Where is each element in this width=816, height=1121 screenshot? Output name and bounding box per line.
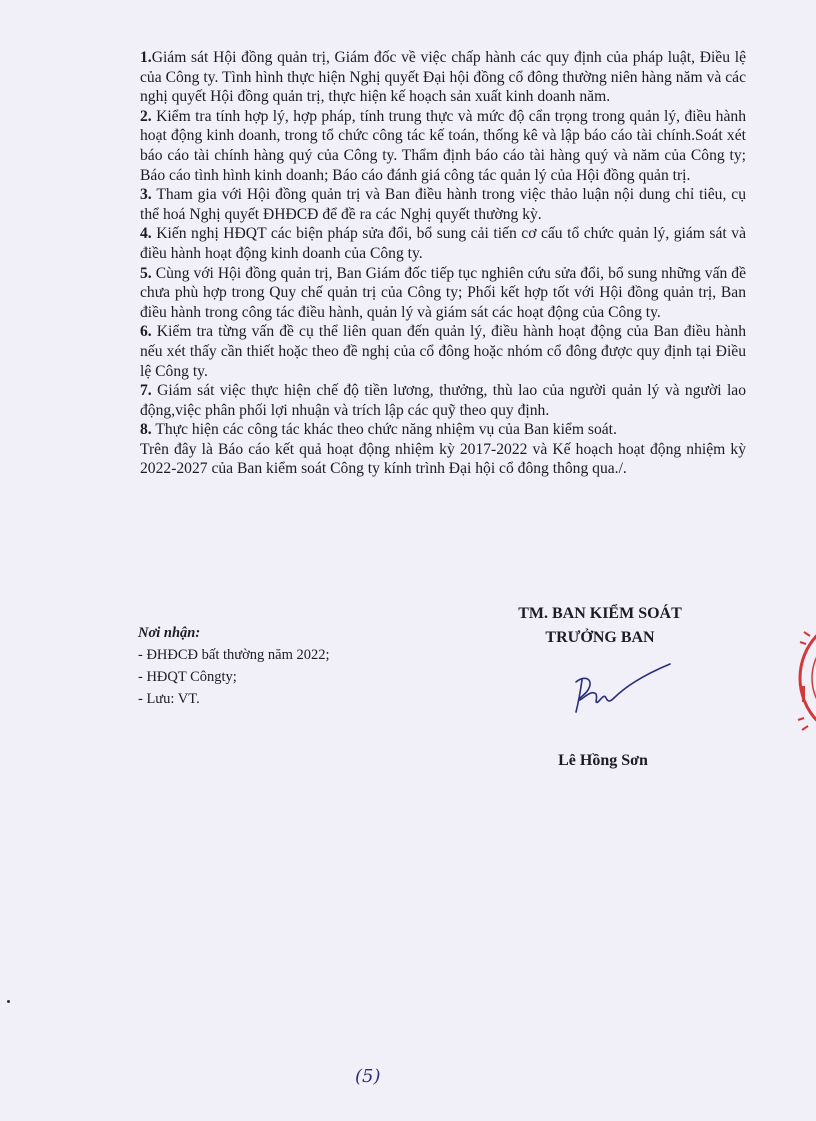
paragraph-7: 7. Giám sát việc thực hiện chế độ tiền lương, thưởng, thù lao của người quản lý và người lao động,việc phân phối lợi nhuận và trích lập các quỹ theo quy định. <box>140 382 746 419</box>
recipient-item: - Lưu: VT. <box>138 691 200 707</box>
signature-role: TRƯỞNG BAN <box>545 629 655 646</box>
recipient-item: - ĐHĐCĐ bất thường năm 2022; <box>138 647 330 663</box>
signature-block <box>470 602 730 650</box>
report-body <box>140 48 746 479</box>
handwritten-signature <box>570 660 680 720</box>
paragraph-3: 3. Tham gia với Hội đồng quản trị và Ban điều hành trong việc thảo luận nội dung chỉ tiêu, cụ thể hoá Nghị quyết ĐHĐCĐ để đề ra các Nghị quyết thường kỳ. <box>140 186 746 223</box>
paragraph-4: 4. Kiến nghị HĐQT các biện pháp sửa đổi, bổ sung cải tiến cơ cấu tổ chức quản lý, giám sát và điều hành hoạt động kinh doanh của Công ty. <box>140 225 746 262</box>
signer-name: Lê Hồng Sơn <box>558 752 648 769</box>
signature-title: TM. BAN KIỂM SOÁT <box>518 605 682 622</box>
company-seal <box>790 608 816 748</box>
closing-paragraph: Trên đây là Báo cáo kết quả hoạt động nhiệm kỳ 2017-2022 và Kế hoạch hoạt động nhiệm kỳ 2022-2027 của Ban kiểm soát Công ty kính trình Đại hội cổ đông thông qua./. <box>140 440 746 478</box>
paragraph-1: 1.Giám sát Hội đồng quản trị, Giám đốc về việc chấp hành các quy định của pháp luật, Điều lệ của Công ty. Tình hình thực hiện Nghị quyết Đại hội đồng cổ đông thường niên hàng năm và các nghị quyết Hội đồng quản trị, thực hiện kế hoạch sản xuất kinh doanh năm. <box>140 49 746 106</box>
recipients-list <box>138 622 438 710</box>
recipients-title: Nơi nhận: <box>138 625 201 641</box>
paragraph-2: 2. Kiểm tra tính hợp lý, hợp pháp, tính trung thực và mức độ cẩn trọng trong quản lý, điều hành hoạt động kinh doanh, trong tổ chức công tác kế toán, thống kê và lập báo cáo tài chính.Soát xét báo cáo tài chính hàng quý của Công ty. Thẩm định báo cáo tài hàng quý và năm của Công ty; Báo cáo tình hình kinh doanh; Báo cáo đánh giá công tác quản lý của Hội đồng quản trị. <box>140 107 746 184</box>
recipient-item: - HĐQT Côngty; <box>138 669 237 685</box>
scan-speck <box>7 1000 10 1003</box>
page-number: (5) <box>355 1066 381 1087</box>
paragraph-6: 6. Kiểm tra từng vấn đề cụ thể liên quan đến quản lý, điều hành hoạt động của Ban điều hành nếu xét thấy cần thiết hoặc theo đề nghị của cổ đông hoặc nhóm cổ đông được quy định tại Điều lệ Công ty. <box>140 323 746 380</box>
paragraph-5: 5. Cùng với Hội đồng quản trị, Ban Giám đốc tiếp tục nghiên cứu sửa đổi, bổ sung những vấn đề chưa phù hợp trong Quy chế quản trị của Công ty; Phối kết hợp tốt với Hội đồng quản trị, Ban điều hành trong công tác điều hành, quản lý và giám sát các hoạt động của Công ty. <box>140 264 746 321</box>
paragraph-8: 8. Thực hiện các công tác khác theo chức năng nhiệm vụ của Ban kiểm soát. <box>140 421 617 439</box>
